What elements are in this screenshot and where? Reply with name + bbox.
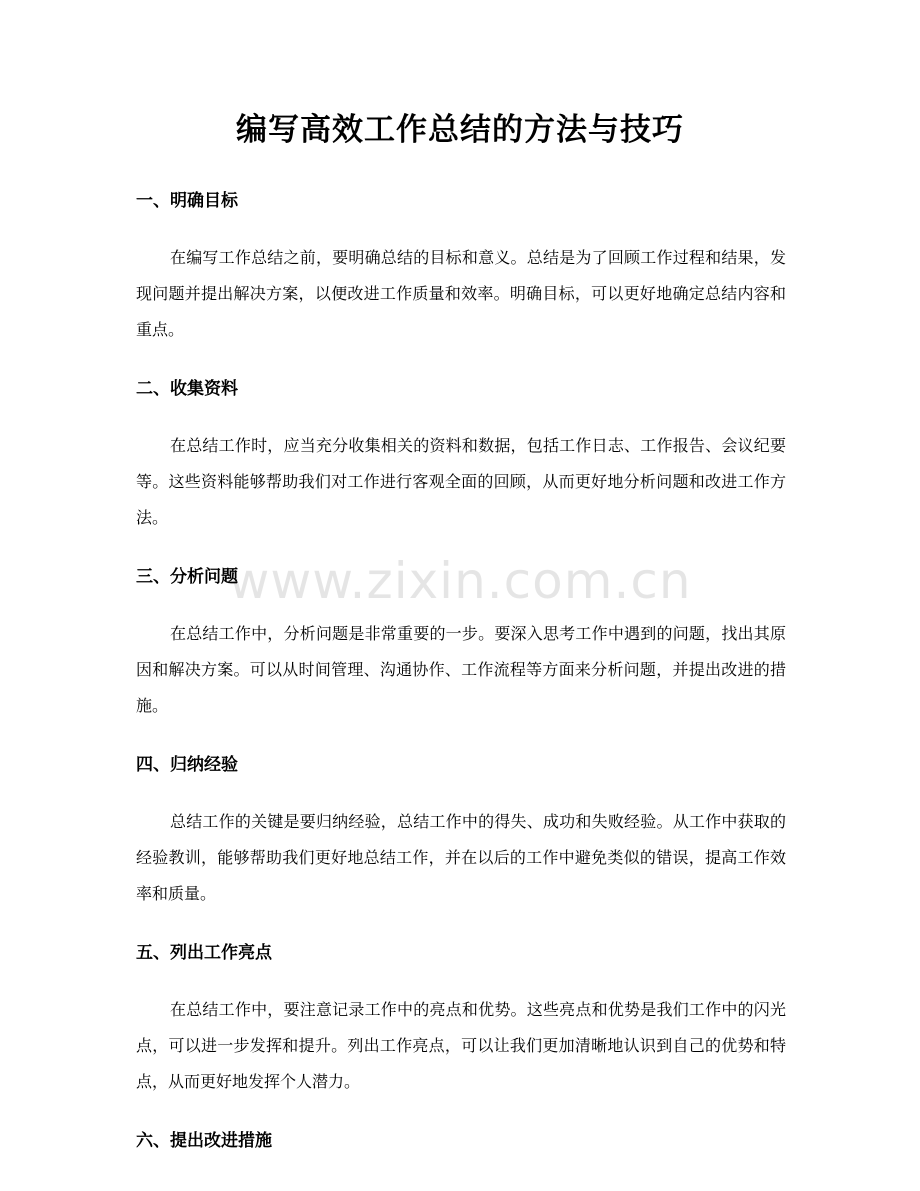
document-body bbox=[136, 184, 786, 1158]
section-paragraph-4: 总结工作的关键是要归纳经验，总结工作中的得失、成功和失败经验。从工作中获取的经验教训，能够帮助我们更好地总结工作，并在以后的工作中避免类似的错误，提高工作效率和质量。 bbox=[136, 812, 786, 903]
section-heading-3: 三、分析问题 bbox=[136, 567, 238, 587]
section-heading-2: 二、收集资料 bbox=[136, 379, 238, 399]
section-heading-6: 六、提出改进措施 bbox=[136, 1131, 272, 1151]
section-heading-5: 五、列出工作亮点 bbox=[136, 943, 272, 963]
section-heading-4: 四、归纳经验 bbox=[136, 755, 238, 775]
section-paragraph-2: 在总结工作时，应当充分收集相关的资料和数据，包括工作日志、工作报告、会议纪要等。这些资料能够帮助我们对工作进行客观全面的回顾，从而更好地分析问题和改进工作方法。 bbox=[136, 436, 786, 527]
section-heading-1: 一、明确目标 bbox=[136, 191, 238, 211]
watermark: www.zixin.com.cn bbox=[228, 552, 692, 610]
section-paragraph-1: 在编写工作总结之前，要明确总结的目标和意义。总结是为了回顾工作过程和结果，发现问题并提出解决方案，以便改进工作质量和效率。明确目标，可以更好地确定总结内容和重点。 bbox=[136, 248, 786, 339]
section-paragraph-3: 在总结工作中，分析问题是非常重要的一步。要深入思考工作中遇到的问题，找出其原因和解决方案。可以从时间管理、沟通协作、工作流程等方面来分析问题，并提出改进的措施。 bbox=[136, 624, 786, 715]
document-title: 编写高效工作总结的方法与技巧 bbox=[236, 112, 684, 148]
section-paragraph-5: 在总结工作中，要注意记录工作中的亮点和优势。这些亮点和优势是我们工作中的闪光点，可以进一步发挥和提升。列出工作亮点，可以让我们更加清晰地认识到自己的优势和特点，从而更好地发挥个人潜力。 bbox=[136, 1000, 786, 1091]
